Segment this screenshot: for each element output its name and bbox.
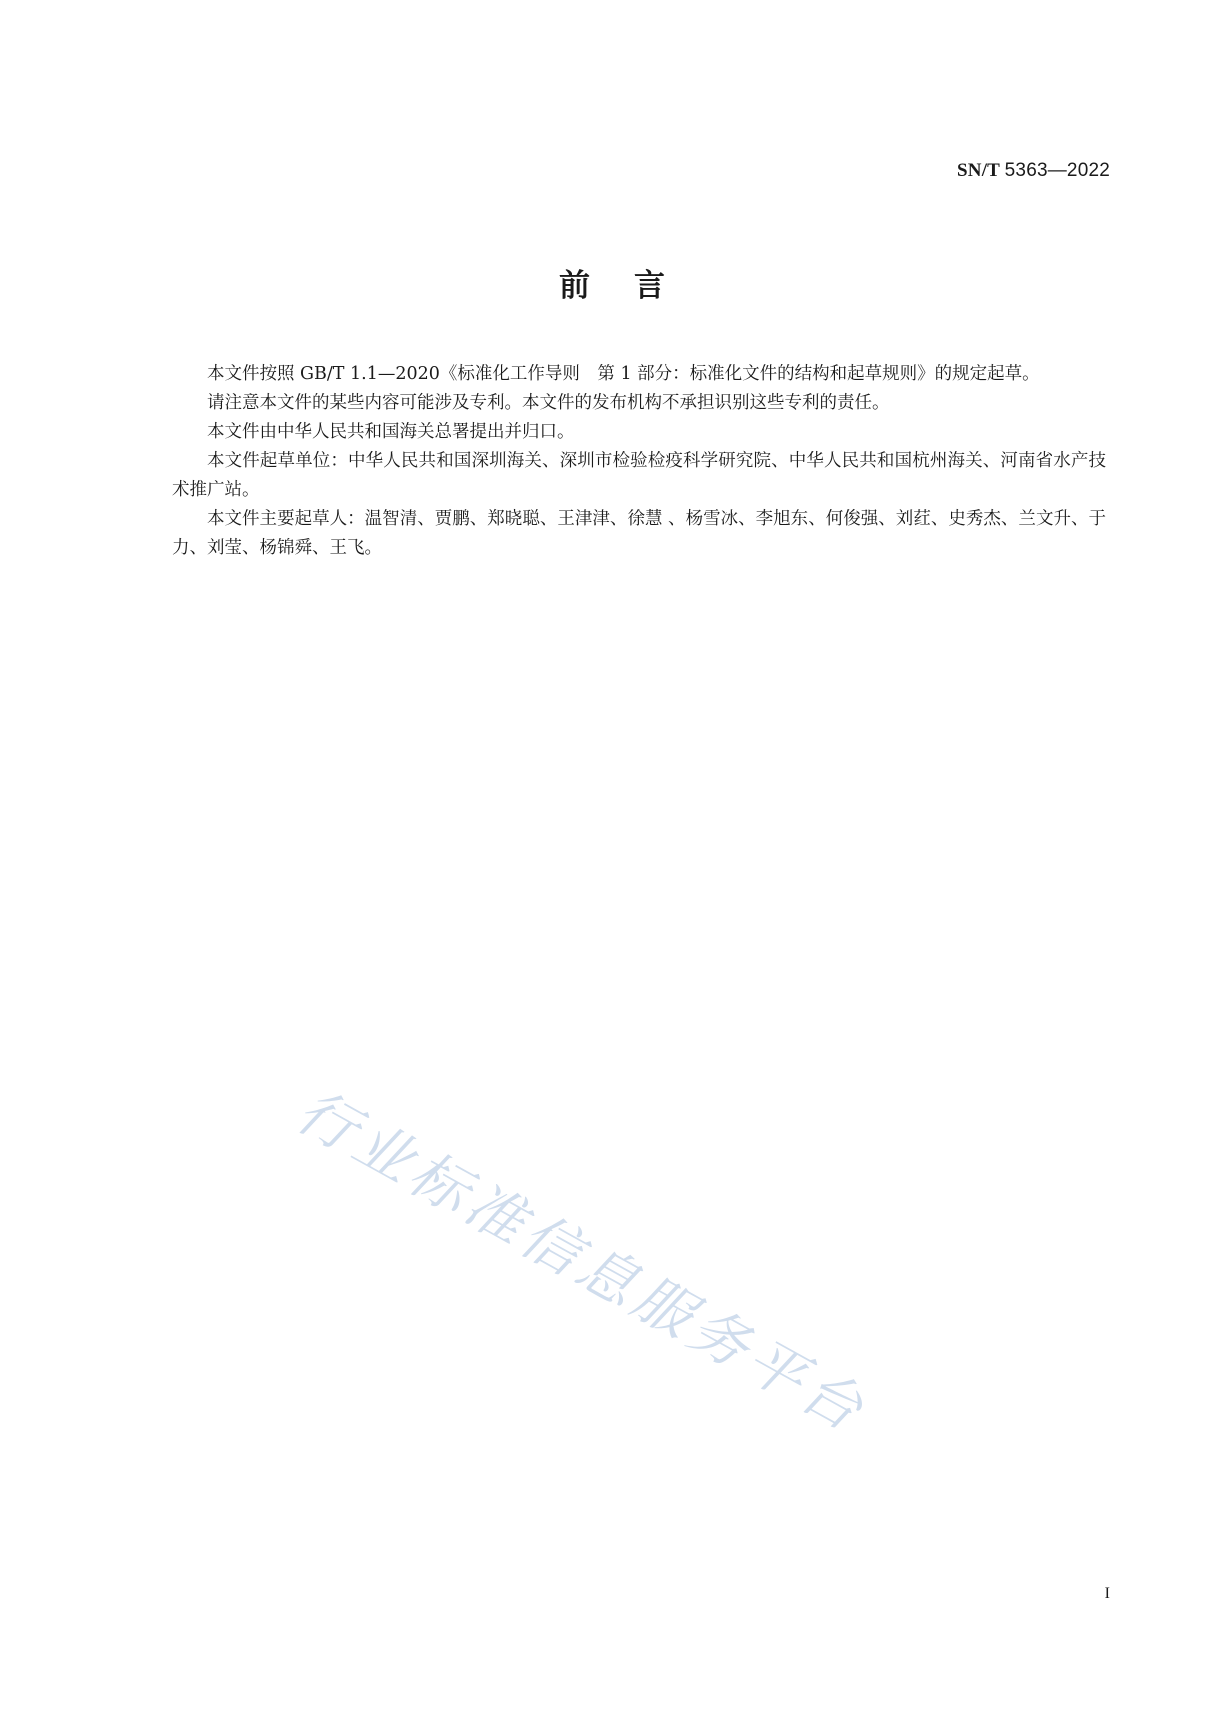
watermark: 行业标准信息服务平台 xyxy=(285,1076,879,1447)
standard-prefix: SN/T xyxy=(957,160,1000,181)
page-number: I xyxy=(1104,1585,1110,1602)
paragraph-drafters: 本文件主要起草人：温智清、贾鹏、郑晓聪、王津津、徐慧 、杨雪冰、李旭东、何俊强、刘荭、史秀杰、兰文升、于力、刘莹、杨锦舜、王飞。 xyxy=(172,509,1106,558)
standard-code xyxy=(957,160,1110,182)
paragraph-patent-notice: 请注意本文件的某些内容可能涉及专利。本文件的发布机构不承担识别这些专利的责任。 xyxy=(207,393,890,413)
paragraph-proposer: 本文件由中华人民共和国海关总署提出并归口。 xyxy=(207,422,575,442)
page-title: 前言 xyxy=(559,268,709,304)
paragraph-drafting-units: 本文件起草单位：中华人民共和国深圳海关、深圳市检验检疫科学研究院、中华人民共和国杭州海关、河南省水产技术推广站。 xyxy=(172,451,1106,500)
paragraph-drafting-rules: 本文件按照 GB/T 1.1—2020《标准化工作导则 第 1 部分：标准化文件的结构和起草规则》的规定起草。 xyxy=(207,364,1040,384)
standard-number: 5363—2022 xyxy=(1004,160,1110,181)
foreword-body xyxy=(172,360,1106,563)
